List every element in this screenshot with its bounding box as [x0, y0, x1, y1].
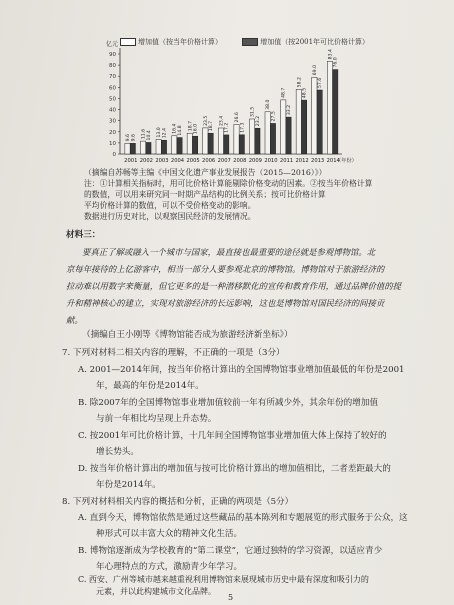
bar-current-2002	[140, 141, 145, 154]
y-tick-label: 10	[109, 140, 116, 147]
material3-title: 材料三：	[66, 230, 101, 240]
x-tick-label: 2002	[139, 158, 153, 164]
x-tick-label: 2006	[202, 158, 216, 164]
bar-comparable-2004	[177, 138, 182, 154]
q8-option-b: B. 博物馆逐渐成为学校教育的“第二课堂”，它通过独特的学习资源，以适应青少	[78, 546, 383, 556]
q7-option-b: B. 除2007年的全国博物馆事业增加值较前一年有所减少外，其余年份的增加值	[78, 398, 379, 408]
x-tick-label: 2003	[155, 158, 169, 164]
legend-item-comparable: 增加值（按2001年可比价格计算）	[242, 38, 369, 46]
x-tick-label: 2013	[311, 158, 325, 164]
bar-current-2003	[156, 140, 161, 154]
x-tick-label: 2014	[326, 158, 340, 164]
data-label: 16.4	[172, 123, 178, 134]
q7-option-c-cont: 增长势头。	[96, 447, 139, 457]
y-tick-label: 20	[109, 129, 116, 136]
y-tick-label: 30	[109, 118, 116, 125]
data-label: 76.0	[333, 57, 339, 68]
data-label: 18.7	[209, 120, 215, 132]
museum-value-added-bar-chart	[90, 30, 357, 170]
bar-current-2006	[203, 128, 208, 154]
bar-comparable-2011	[286, 117, 291, 154]
q8-option-a-cont: 种形式可以丰富大众的精神文化生活。	[96, 529, 243, 539]
data-label: 14.8	[178, 125, 184, 136]
data-label: 26.6	[235, 112, 241, 123]
bar-current-2005	[187, 133, 192, 154]
material3-line-2: 京每年接待的上亿游客中，相当一部分人要参观北京的博物馆。博物馆对于旅游经济的	[66, 264, 385, 274]
bar-comparable-2008	[239, 135, 244, 154]
bar-current-2007	[218, 128, 223, 154]
bar-comparable-2013	[317, 90, 322, 154]
y-tick-label: 90	[109, 52, 116, 58]
data-label: 23.4	[219, 115, 225, 126]
bar-current-2004	[172, 136, 177, 154]
data-label: 31.5	[250, 106, 256, 117]
material3-line-1: 要真正了解或融入一个城市与国家，最直接也最重要的途径就是参观博物馆。北	[82, 247, 376, 257]
data-label: 38.0	[266, 99, 272, 110]
bar-current-2008	[234, 124, 239, 154]
q8-option-b-cont: 年心理特点的方式，激励青少年学习。	[96, 562, 243, 572]
y-tick-label: 50	[109, 96, 116, 103]
data-label: 17.2	[224, 122, 230, 133]
material3-line-3: 拉动难以用数字来衡量，但它更多的是一种潜移默化的宣传和教育作用，通过品牌价值的提	[66, 281, 401, 291]
bar-comparable-2005	[192, 136, 197, 154]
data-label: 58.2	[297, 77, 303, 88]
q8-stem: 8. 下列对材料相关内容的概括和分析，正确的两项是（5分）	[62, 497, 294, 507]
q8-option-a: A. 直到今天，博物馆依然是通过这些藏品的基本陈列和专题展览的形式服务于公众，这	[78, 513, 408, 523]
data-label: 17.3	[240, 122, 246, 133]
bar-comparable-2003	[161, 140, 166, 154]
x-tick-label: 2009	[248, 158, 262, 164]
data-label: 10.4	[146, 130, 152, 141]
q8-option-c: C. 西安、广州等城市越来越重视利用博物馆来展现城市历史中最有深度和吸引力的	[78, 575, 369, 584]
note-line-2: 的数值，可以用来研究同一时期产品结构的比例关系；按可比价格计算	[84, 190, 326, 199]
material3-line-5: 献。	[66, 315, 83, 325]
data-label: 27.5	[271, 111, 277, 122]
q7-option-d-cont: 年份是2014年。	[96, 480, 161, 490]
y-tick-label: 80	[109, 63, 116, 70]
material3-source: （摘编自王小刚等《博物馆能否成为旅游经济新坐标》）	[82, 330, 293, 340]
material3-line-4: 升和精神核心的建立，实现对旅游经济的长远影响，这也是博物馆对国民经济的间接贡	[66, 298, 385, 308]
x-tick-label: 2007	[217, 158, 231, 164]
legend-item-current: 增加值（按当年价格计算）	[120, 38, 222, 46]
bar-current-2001	[125, 143, 130, 154]
q7-option-a: A. 2001—2014年间，按当年价格计算出的全国博物馆事业增加值最低的年份是2001	[78, 365, 405, 375]
data-label: 23.2	[255, 115, 261, 127]
chart-source: （摘编自苏畅等主编《中国文化遗产事业发展报告（2015—2016）》）	[84, 168, 327, 177]
q7-option-a-cont: 年，最高的年份是2014年。	[96, 381, 204, 391]
bar-current-2010	[265, 112, 270, 154]
bar-comparable-2010	[270, 123, 275, 154]
data-label: 23.5	[203, 115, 209, 126]
bar-comparable-2002	[146, 142, 151, 154]
data-label: 18.7	[188, 120, 194, 132]
note-line-3: 平均价格计算的数值，可以不受价格变动的影响。	[84, 201, 256, 210]
x-tick-label: 2011	[279, 158, 294, 164]
data-label: 13.0	[157, 127, 163, 138]
data-label: 83.4	[328, 49, 334, 60]
bar-current-2012	[296, 89, 301, 154]
bar-current-2009	[249, 119, 254, 154]
bar-current-2011	[281, 100, 286, 154]
x-tick-label: 2001	[124, 158, 138, 164]
y-tick-label: 60	[109, 85, 116, 92]
q7-option-b-cont: 与前一年相比均呈现上升态势。	[96, 414, 217, 424]
x-tick-label: 2010	[264, 158, 278, 164]
q7-option-d: D. 按当年价格计算出的增加值与按可比价格计算出的增加值相比，二者差距最大的	[78, 464, 391, 474]
bar-comparable-2009	[255, 128, 260, 154]
data-label: 33.2	[287, 104, 293, 116]
data-label: 48.5	[302, 87, 308, 99]
data-label: 48.7	[281, 87, 287, 98]
note-line-1: 注：①计算相关指标时，用可比价格计算能剔除价格变动的因素。②按当年价格计算	[84, 179, 373, 188]
q7-option-c: C. 按2001年可比价格计算，十几年间全国博物馆事业增加值大体上保持了较好的	[78, 431, 387, 441]
y-axis-unit-label: 亿元	[106, 41, 119, 48]
x-tick-label: 2012	[295, 158, 309, 164]
note-line-4: 数据进行历史对比，以观察国民经济的发展情况。	[84, 212, 256, 221]
q7-stem: 7. 下列对材料二相关内容的理解，不正确的一项是（3分）	[62, 348, 285, 358]
data-label: 57.6	[318, 77, 324, 88]
data-label: 9.6	[126, 134, 132, 142]
data-label: 12.4	[162, 127, 168, 139]
bar-current-2013	[312, 77, 317, 154]
page-number: 5	[228, 593, 234, 602]
data-label: 11.6	[141, 128, 147, 140]
bar-comparable-2001	[130, 143, 135, 154]
x-tick-label: 2005	[186, 158, 200, 164]
bar-current-2014	[327, 61, 332, 154]
bar-comparable-2014	[333, 70, 338, 154]
data-label: 9.6	[131, 134, 137, 142]
bar-comparable-2012	[301, 100, 306, 154]
data-label: 16.0	[193, 123, 199, 135]
x-axis-suffix-label: （年份）	[336, 158, 357, 164]
x-tick-label: 2008	[233, 158, 247, 164]
bar-comparable-2007	[224, 135, 229, 154]
y-tick-label: 70	[109, 74, 116, 81]
y-tick-label: 40	[109, 107, 116, 114]
y-tick-label: 0	[112, 152, 116, 158]
bar-comparable-2006	[208, 133, 213, 154]
data-label: 69.0	[312, 65, 318, 76]
q8-option-c-cont: 元素，并以此构建城市文化品牌。	[96, 587, 216, 596]
x-tick-label: 2004	[170, 158, 185, 164]
